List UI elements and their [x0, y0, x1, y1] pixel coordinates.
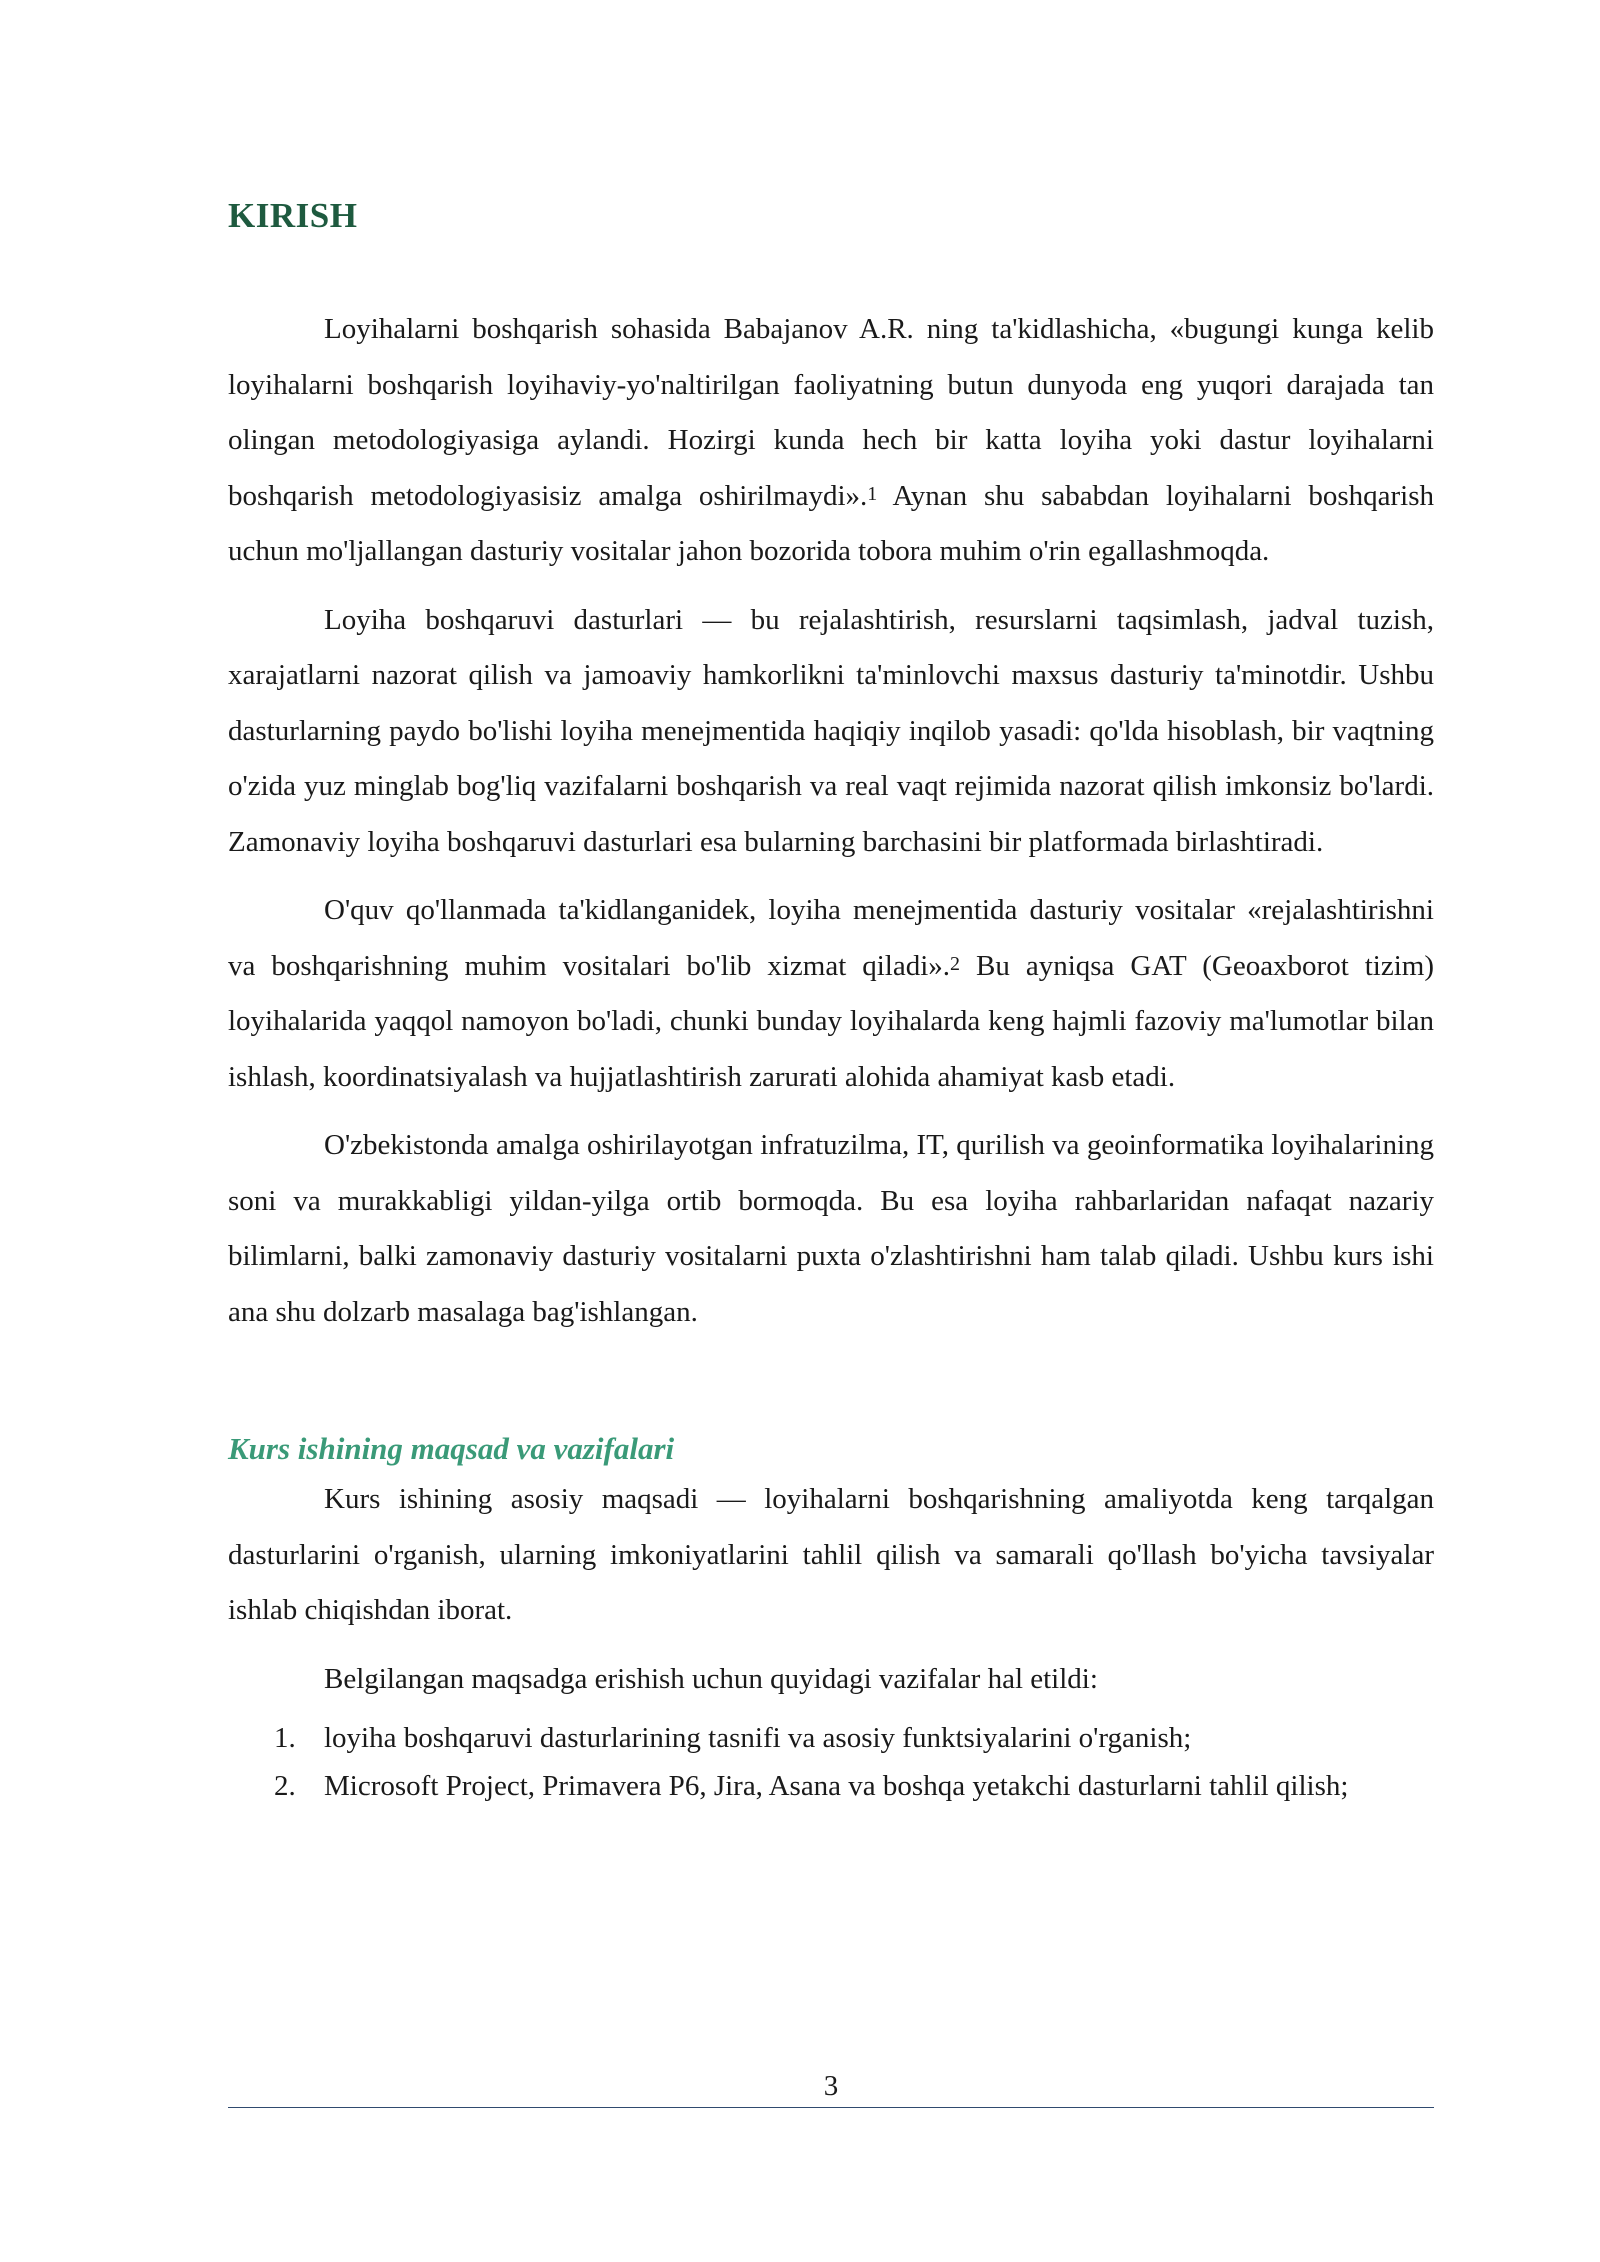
paragraph-2: Loyiha boshqaruvi dasturlari — bu rejalashtirish, resurslarni taqsimlash, jadval tuzish, xarajatlarni nazorat qilish va jamoaviy hamkorlikni ta'minlovchi maxsus dasturiy ta'minotdir. Ushbu dasturlarning paydo bo'lishi loyiha menejmentida haqiqiy inqilob yasadi: qo'lda hisoblash, bir vaqtning o'zida yuz minglab bog'liq vazifalarni boshqarish va real vaqt rejimida nazorat qilish imkonsiz bo'lardi. Zamonaviy loyiha boshqaruvi dasturlari esa bularning barchasini bir platformada birlashtiradi. — [228, 603, 1434, 858]
footnote-ref-1[interactable]: 1 — [867, 482, 878, 505]
list-item-number: 2. — [274, 1770, 296, 1802]
intro-section — [228, 302, 1434, 1340]
goal-paragraph: Kurs ishining asosiy maqsadi — loyihalarni boshqarishning amaliyotda keng tarqalgan dasturlarini o'rganish, ularning imkoniyatlarini tahlil qilish va samarali qo'llash bo'yicha tavsiyalar ishlab chiqishdan iborat. — [228, 1483, 1434, 1626]
footer-divider — [228, 2107, 1434, 2108]
tasks-intro: Belgilangan maqsadga erishish uchun quyidagi vazifalar hal etildi: — [324, 1662, 1098, 1695]
chapter-heading: KIRISH — [228, 196, 358, 235]
list-item-text: loyiha boshqaruvi dasturlarining tasnifi va asosiy funktsiyalarini o'rganish; — [324, 1722, 1192, 1754]
footnote-ref-2[interactable]: 2 — [950, 952, 961, 975]
task-list — [228, 1720, 1434, 1804]
paragraph-3 — [228, 883, 1434, 1105]
page-number: 3 — [823, 2070, 839, 2102]
paragraph-1 — [228, 302, 1434, 580]
list-item — [228, 1720, 1434, 1756]
paragraph-4: O'zbekistonda amalga oshirilayotgan infratuzilma, IT, qurilish va geoinformatika loyihalarining soni va murakkabligi yildan-yilga ortib bormoqda. Bu esa loyiha rahbarlaridan nafaqat nazariy bilimlarni, balki zamonaviy dasturiy vositalarni puxta o'zlashtirishni ham talab qiladi. Ushbu kurs ishi ana shu dolzarb masalaga bag'ishlangan. — [228, 1129, 1434, 1328]
paragraph-1-text-after: Aynan shu sababdan loyihalarni boshqarish uchun mo'ljallangan dasturiy vositalar jahon bozorida tobora muhim o'rin egallashmoqda. — [228, 479, 1434, 567]
list-item-number: 1. — [274, 1722, 296, 1754]
page-content — [228, 190, 1434, 1816]
paragraph-1-text-before: Loyihalarni boshqarish sohasida Babajanov A.R. ning ta'kidlashicha, «bugungi kunga kelib loyihalarni boshqarish loyihaviy-yo'naltirilgan faoliyatning butun dunyoda eng yuqori darajada tan olingan metodologiyasiga aylandi. Hozirgi kunda hech bir katta loyiha yoki dastur loyihalarni boshqarish metodologiyasisiz amalga oshirilmaydi». — [228, 313, 1434, 512]
paragraph-3-text-after: Bu ayniqsa GAT (Geoaxborot tizim) loyihalarida yaqqol namoyon bo'ladi, chunki bunday loyihalarda keng hajmli fazoviy ma'lumotlar bilan ishlash, koordinatsiyalash va hujjatlashtirish zarurati alohida ahamiyat kasb etadi. — [228, 949, 1435, 1093]
list-item — [228, 1768, 1434, 1804]
section-subheading: Kurs ishining maqsad va vazifalari — [228, 1431, 675, 1466]
list-item-text: Microsoft Project, Primavera P6, Jira, Asana va boshqa yetakchi dasturlarni tahlil qilish; — [324, 1770, 1349, 1802]
paragraph-3-text-before: O'quv qo'llanmada ta'kidlanganidek, loyiha menejmentida dasturiy vositalar «rejalashtirishni va boshqarishning muhim vositalari bo'lib xizmat qiladi». — [228, 894, 1434, 982]
